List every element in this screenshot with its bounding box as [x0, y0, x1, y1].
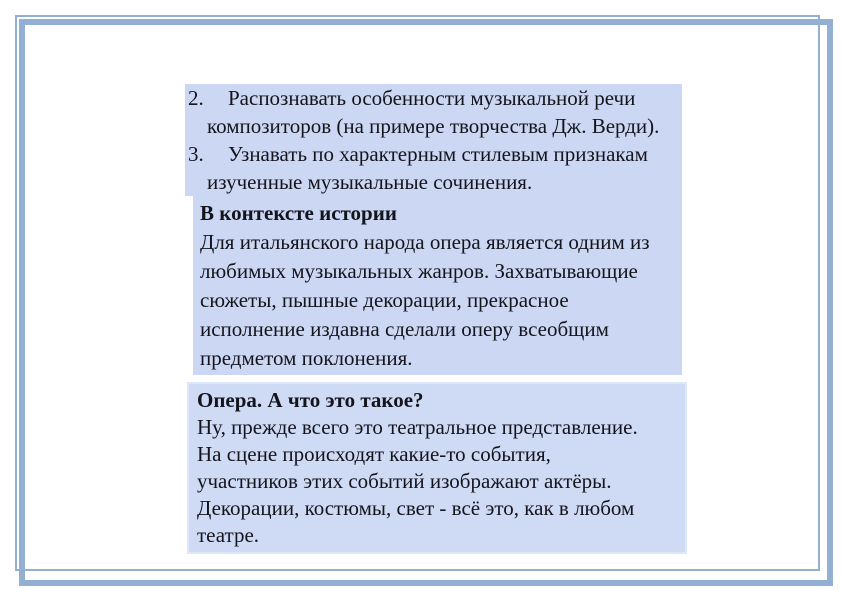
history-line: любимых музыкальных жанров. Захватывающие	[200, 259, 638, 283]
opera-line: участников этих событий изображают актёры.	[197, 469, 612, 493]
list-item-text: Распознавать особенности музыкальной речи	[228, 86, 636, 110]
list-item-first-line	[185, 84, 682, 112]
history-line: Для итальянского народа опера является одним из	[200, 230, 650, 254]
history-line: исполнение издавна сделали оперу всеобщим	[200, 317, 609, 341]
objectives-list	[185, 84, 682, 196]
opera-text-block	[187, 382, 687, 554]
list-item-first-line	[185, 140, 682, 168]
history-line: сюжеты, пышные декорации, прекрасное	[200, 288, 569, 312]
list-item-text: Узнавать по характерным стилевым признакам	[228, 142, 648, 166]
history-line: предметом поклонения.	[200, 346, 413, 370]
history-title: В контексте истории	[200, 201, 397, 225]
opera-title: Опера. А что это такое?	[197, 388, 424, 412]
list-item-wrap-line: изученные музыкальные сочинения.	[207, 170, 533, 194]
opera-line: Ну, прежде всего это театральное представление.	[197, 415, 638, 439]
list-item-2	[185, 84, 682, 140]
opera-line: На сцене происходят какие-то события,	[197, 442, 551, 466]
list-item-marker: 3.	[188, 142, 204, 166]
opera-line: театре.	[197, 523, 260, 547]
list-item-wrap-line: композиторов (на примере творчества Дж. Верди).	[207, 114, 660, 138]
history-text-block	[193, 196, 682, 375]
opera-line: Декорации, костюмы, свет - всё это, как в любом	[197, 496, 635, 520]
list-item-3	[185, 140, 682, 196]
list-item-marker: 2.	[188, 86, 204, 110]
